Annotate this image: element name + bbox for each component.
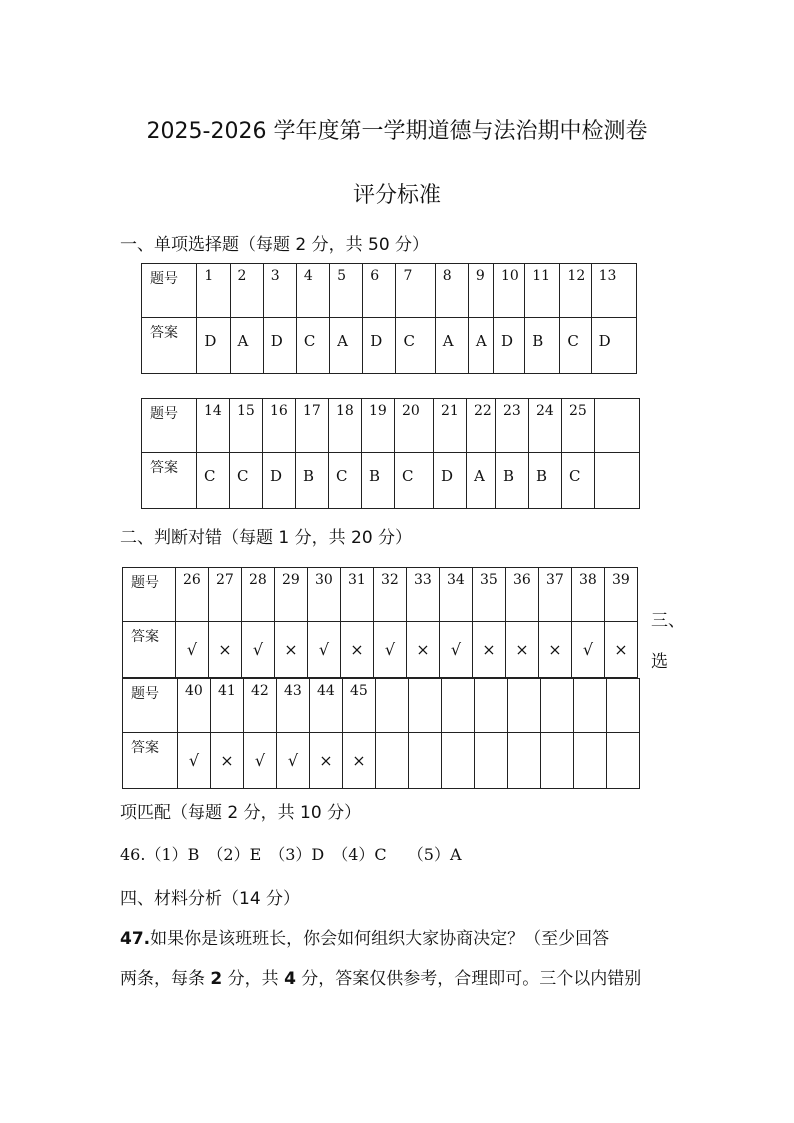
section-heading-single-choice: 一、单项选择题（每题 2 分，共 50 分） bbox=[120, 235, 430, 255]
question-number-cell: 15 bbox=[230, 399, 263, 453]
answer-cell: √ bbox=[572, 622, 605, 678]
table-row-answers bbox=[142, 453, 640, 509]
answer-cell: D bbox=[434, 453, 467, 509]
question-number-cell: 6 bbox=[363, 264, 396, 318]
answer-cell: × bbox=[343, 733, 376, 789]
answer-cell: √ bbox=[308, 622, 341, 678]
answer-cell: A bbox=[330, 318, 363, 374]
answer-cell bbox=[595, 453, 640, 509]
answer-cell: D bbox=[197, 318, 230, 374]
section-heading-true-false: 二、判断对错（每题 1 分，共 20 分） bbox=[120, 528, 413, 548]
answer-cell: C bbox=[562, 453, 595, 509]
answer-cell: B bbox=[525, 318, 560, 374]
question-number-cell: 11 bbox=[525, 264, 560, 318]
answer-cell: × bbox=[539, 622, 572, 678]
question-number-cell: 20 bbox=[395, 399, 434, 453]
answer-cell: × bbox=[310, 733, 343, 789]
question-number-cell: 10 bbox=[494, 264, 525, 318]
answer-cell bbox=[574, 733, 607, 789]
answer-cell: √ bbox=[176, 622, 209, 678]
table-row-numbers bbox=[142, 264, 637, 318]
question-number-cell: 28 bbox=[242, 568, 275, 622]
question-number-cell bbox=[607, 679, 640, 733]
question-number-cell: 7 bbox=[396, 264, 435, 318]
question-number-cell: 8 bbox=[435, 264, 468, 318]
label-answer: 答案 bbox=[123, 622, 176, 678]
question-number-cell bbox=[442, 679, 475, 733]
answer-cell: A bbox=[435, 318, 468, 374]
answer-cell: C bbox=[560, 318, 591, 374]
question-number-cell bbox=[541, 679, 574, 733]
answer-cell: B bbox=[529, 453, 562, 509]
section-heading-matching-part1: 三、 bbox=[651, 611, 685, 631]
question-number-cell: 17 bbox=[296, 399, 329, 453]
table-row-answers bbox=[123, 622, 638, 678]
answer-cell: A bbox=[230, 318, 263, 374]
q47-question bbox=[120, 924, 609, 949]
question-number-cell: 13 bbox=[591, 264, 636, 318]
answer-cell: D bbox=[363, 318, 396, 374]
answer-cell bbox=[442, 733, 475, 789]
section-heading-material-analysis: 四、材料分析（14 分） bbox=[120, 889, 301, 909]
page-subtitle: 评分标准 bbox=[352, 183, 441, 208]
q46-answers: 46.（1）B （2）E （3）D （4）C （5）A bbox=[120, 845, 462, 864]
answer-cell bbox=[508, 733, 541, 789]
answer-cell: √ bbox=[440, 622, 473, 678]
question-number-cell bbox=[475, 679, 508, 733]
question-number-cell bbox=[595, 399, 640, 453]
question-number-cell: 36 bbox=[506, 568, 539, 622]
answer-cell: B bbox=[362, 453, 395, 509]
answer-cell: √ bbox=[244, 733, 277, 789]
table-row-numbers bbox=[123, 679, 640, 733]
question-number-cell: 41 bbox=[211, 679, 244, 733]
question-number-cell: 2 bbox=[230, 264, 263, 318]
answer-cell: B bbox=[496, 453, 529, 509]
answer-cell: √ bbox=[374, 622, 407, 678]
question-number-cell: 31 bbox=[341, 568, 374, 622]
question-number-cell: 27 bbox=[209, 568, 242, 622]
answer-table-2 bbox=[141, 398, 640, 509]
answer-cell: C bbox=[396, 318, 435, 374]
q47-number: 47. bbox=[120, 929, 151, 949]
label-question-number: 题号 bbox=[123, 568, 176, 622]
question-number-cell: 35 bbox=[473, 568, 506, 622]
section-heading-matching-part3: 项匹配（每题 2 分，共 10 分） bbox=[120, 803, 362, 823]
question-number-cell: 32 bbox=[374, 568, 407, 622]
answer-cell: √ bbox=[277, 733, 310, 789]
question-number-cell: 38 bbox=[572, 568, 605, 622]
answer-cell bbox=[475, 733, 508, 789]
answer-cell: × bbox=[341, 622, 374, 678]
question-number-cell: 25 bbox=[562, 399, 595, 453]
question-number-cell: 26 bbox=[176, 568, 209, 622]
question-number-cell: 3 bbox=[263, 264, 296, 318]
question-number-cell: 29 bbox=[275, 568, 308, 622]
answer-cell: C bbox=[329, 453, 362, 509]
q47-question-text: 如果你是该班班长，你会如何组织大家协商决定？（至少回答 bbox=[150, 929, 610, 949]
question-number-cell: 23 bbox=[496, 399, 529, 453]
answer-cell: D bbox=[263, 453, 296, 509]
label-answer: 答案 bbox=[142, 453, 197, 509]
table-row-numbers bbox=[123, 568, 638, 622]
question-number-cell: 30 bbox=[308, 568, 341, 622]
answer-cell: × bbox=[275, 622, 308, 678]
question-number-cell bbox=[508, 679, 541, 733]
q47-scoring-note: 两条，每条 2 分，共 4 分，答案仅供参考，合理即可。三个以内错别 bbox=[120, 969, 642, 989]
answer-cell: D bbox=[494, 318, 525, 374]
question-number-cell: 14 bbox=[197, 399, 230, 453]
question-number-cell: 19 bbox=[362, 399, 395, 453]
answer-cell bbox=[541, 733, 574, 789]
question-number-cell: 21 bbox=[434, 399, 467, 453]
table-row-numbers bbox=[142, 399, 640, 453]
question-number-cell: 24 bbox=[529, 399, 562, 453]
label-question-number: 题号 bbox=[123, 679, 178, 733]
answer-cell bbox=[376, 733, 409, 789]
question-number-cell: 43 bbox=[277, 679, 310, 733]
answer-cell: D bbox=[591, 318, 636, 374]
answer-cell: × bbox=[407, 622, 440, 678]
answer-cell: C bbox=[395, 453, 434, 509]
question-number-cell: 1 bbox=[197, 264, 230, 318]
answer-table-1 bbox=[141, 263, 637, 374]
answer-table-4 bbox=[122, 678, 640, 789]
question-number-cell: 44 bbox=[310, 679, 343, 733]
question-number-cell: 9 bbox=[468, 264, 493, 318]
answer-cell: × bbox=[209, 622, 242, 678]
question-number-cell: 4 bbox=[296, 264, 329, 318]
question-number-cell bbox=[574, 679, 607, 733]
label-question-number: 题号 bbox=[142, 264, 197, 318]
question-number-cell: 34 bbox=[440, 568, 473, 622]
answer-table-3 bbox=[122, 567, 638, 678]
answer-cell: × bbox=[506, 622, 539, 678]
question-number-cell: 16 bbox=[263, 399, 296, 453]
question-number-cell: 39 bbox=[605, 568, 638, 622]
question-number-cell: 33 bbox=[407, 568, 440, 622]
answer-cell: × bbox=[211, 733, 244, 789]
answer-cell: A bbox=[467, 453, 496, 509]
question-number-cell: 22 bbox=[467, 399, 496, 453]
table-row-answers bbox=[142, 318, 637, 374]
question-number-cell bbox=[376, 679, 409, 733]
section-heading-matching-part2: 选 bbox=[651, 652, 668, 672]
answer-cell: × bbox=[473, 622, 506, 678]
question-number-cell: 18 bbox=[329, 399, 362, 453]
question-number-cell: 40 bbox=[178, 679, 211, 733]
answer-cell: B bbox=[296, 453, 329, 509]
table-row-answers bbox=[123, 733, 640, 789]
answer-cell: D bbox=[263, 318, 296, 374]
question-number-cell: 5 bbox=[330, 264, 363, 318]
label-answer: 答案 bbox=[142, 318, 197, 374]
answer-cell: C bbox=[197, 453, 230, 509]
answer-cell: √ bbox=[242, 622, 275, 678]
answer-cell bbox=[409, 733, 442, 789]
answer-cell: C bbox=[296, 318, 329, 374]
answer-cell: √ bbox=[178, 733, 211, 789]
label-answer: 答案 bbox=[123, 733, 178, 789]
answer-cell: C bbox=[230, 453, 263, 509]
question-number-cell: 42 bbox=[244, 679, 277, 733]
question-number-cell: 37 bbox=[539, 568, 572, 622]
answer-cell: × bbox=[605, 622, 638, 678]
label-question-number: 题号 bbox=[142, 399, 197, 453]
page-title: 2025-2026 学年度第一学期道德与法治期中检测卷 bbox=[146, 119, 648, 144]
question-number-cell: 45 bbox=[343, 679, 376, 733]
answer-cell: A bbox=[468, 318, 493, 374]
question-number-cell bbox=[409, 679, 442, 733]
answer-cell bbox=[607, 733, 640, 789]
question-number-cell: 12 bbox=[560, 264, 591, 318]
